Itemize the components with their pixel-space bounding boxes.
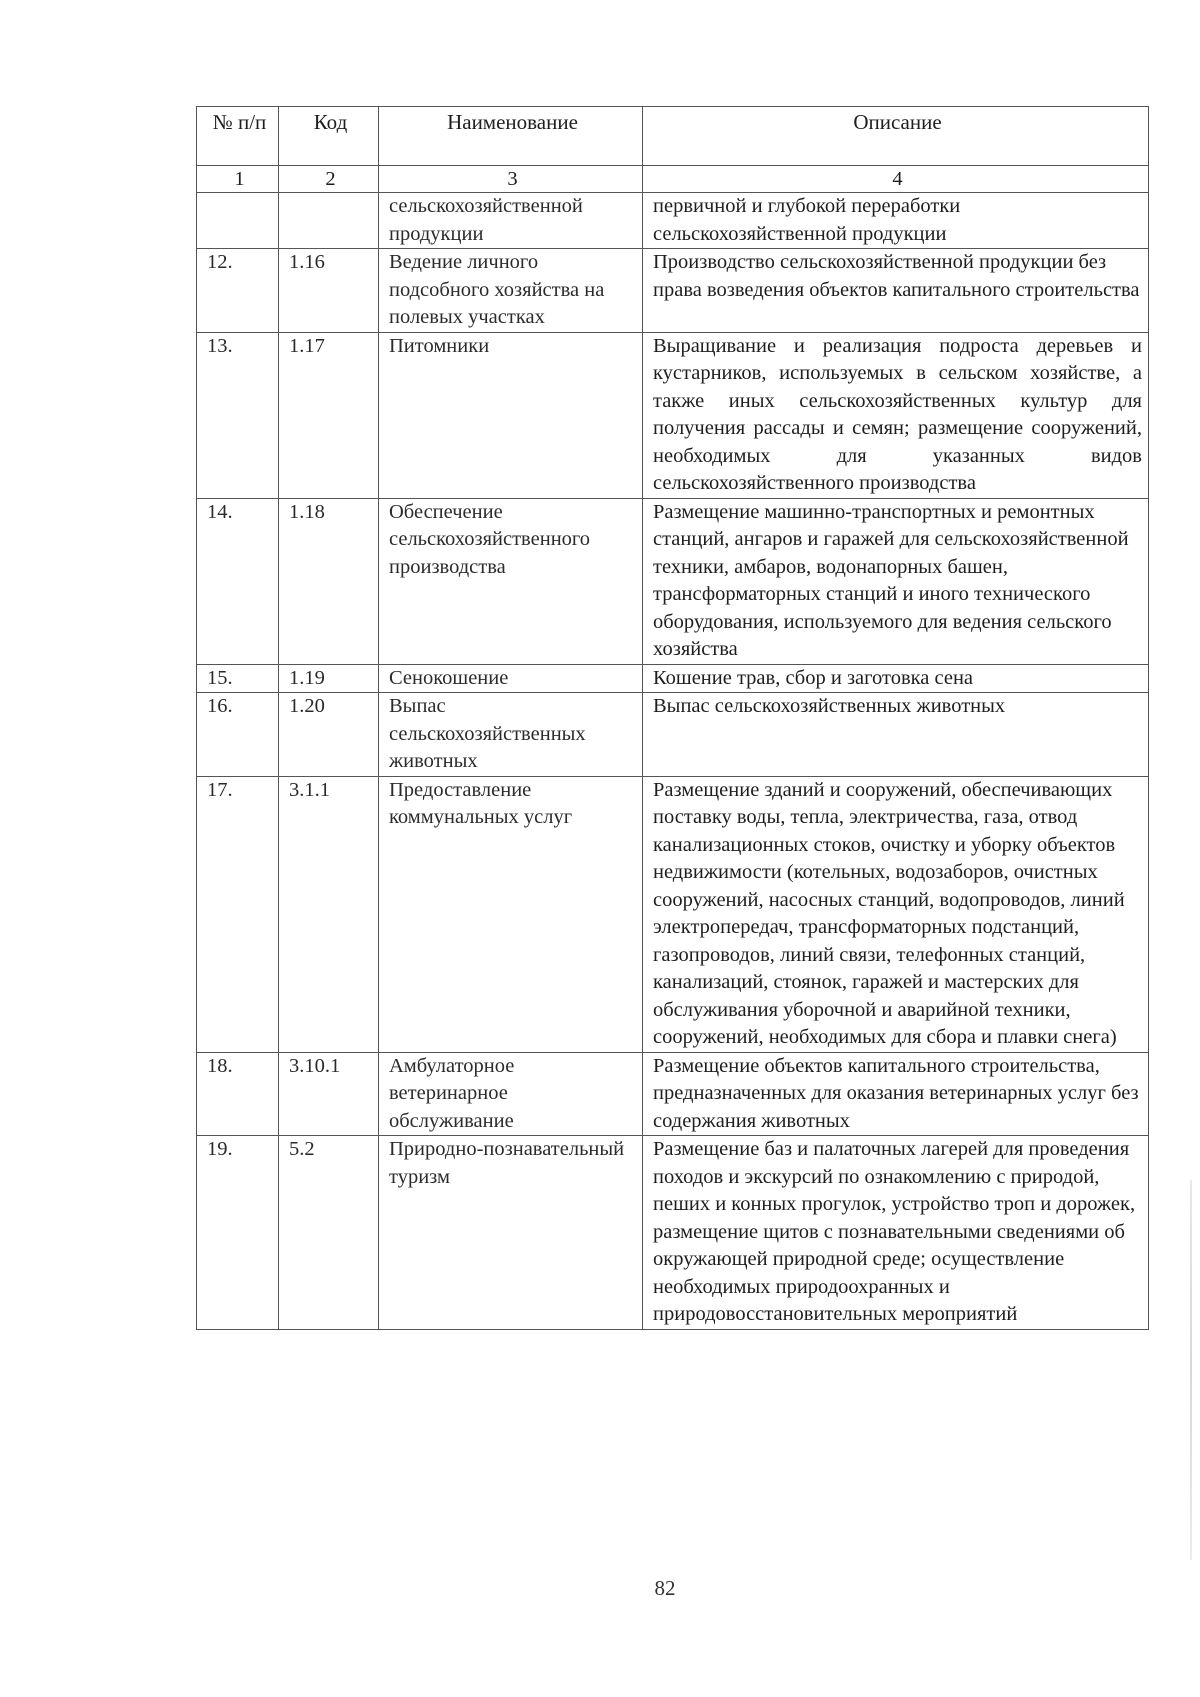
- header-description: Описание: [643, 107, 1149, 166]
- header-name: Наименование: [379, 107, 643, 166]
- row-code: 1.18: [279, 498, 379, 664]
- row-number: 18.: [197, 1052, 279, 1136]
- row-number: [197, 193, 279, 249]
- scan-edge-shadow: [1190, 1180, 1192, 1560]
- table-row: [197, 193, 1149, 249]
- column-number: 4: [643, 166, 1149, 193]
- row-name: Выпас сельскохозяйственных животных: [379, 693, 643, 777]
- row-code: 1.17: [279, 332, 379, 498]
- row-number: 14.: [197, 498, 279, 664]
- row-number: 17.: [197, 776, 279, 1052]
- row-number: 19.: [197, 1136, 279, 1330]
- table-row: [197, 1136, 1149, 1330]
- row-description: Размещение машинно-транспортных и ремонтных станций, ангаров и гаражей для сельскохозяйственной техники, амбаров, водонапорных башен, трансформаторных станций и иного технического оборудования, используемого для ведения сельского хозяйства: [643, 498, 1149, 664]
- row-description: Выпас сельскохозяйственных животных: [643, 693, 1149, 777]
- land-use-table: [196, 106, 1149, 1330]
- row-name: Ведение личного подсобного хозяйства на полевых участках: [379, 249, 643, 333]
- row-description: Кошение трав, сбор и заготовка сена: [643, 664, 1149, 693]
- column-number: 2: [279, 166, 379, 193]
- row-name: Амбулаторное ветеринарное обслуживание: [379, 1052, 643, 1136]
- row-description: Размещение зданий и сооружений, обеспечивающих поставку воды, тепла, электричества, газа, отвод канализационных стоков, очистку и уборку объектов недвижимости (котельных, водозаборов, очистных сооружений, насосных станций, водопроводов, линий электропередач, трансформаторных подстанций, газопроводов, линий связи, телефонных станций, канализаций, стоянок, гаражей и мастерских для обслуживания уборочной и аварийной техники, сооружений, необходимых для сбора и плавки снега): [643, 776, 1149, 1052]
- table-row: [197, 1052, 1149, 1136]
- row-number: 16.: [197, 693, 279, 777]
- table-row: [197, 664, 1149, 693]
- row-number: 12.: [197, 249, 279, 333]
- column-number-row: [197, 166, 1149, 193]
- header-code: Код: [279, 107, 379, 166]
- row-description: первичной и глубокой переработки сельскохозяйственной продукции: [643, 193, 1149, 249]
- table-row: [197, 498, 1149, 664]
- row-number: 15.: [197, 664, 279, 693]
- row-code: 1.19: [279, 664, 379, 693]
- row-description: Производство сельскохозяйственной продукции без права возведения объектов капитального строительства: [643, 249, 1149, 333]
- column-number: 1: [197, 166, 279, 193]
- row-name: Сенокошение: [379, 664, 643, 693]
- column-number: 3: [379, 166, 643, 193]
- table-row: [197, 249, 1149, 333]
- row-code: 5.2: [279, 1136, 379, 1330]
- row-name: сельскохозяйственной продукции: [379, 193, 643, 249]
- row-code: 1.20: [279, 693, 379, 777]
- row-name: Обеспечение сельскохозяйственного производства: [379, 498, 643, 664]
- row-name: Природно-познавательный туризм: [379, 1136, 643, 1330]
- header-num: № п/п: [197, 107, 279, 166]
- row-name: Питомники: [379, 332, 643, 498]
- row-number: 13.: [197, 332, 279, 498]
- table-row: [197, 776, 1149, 1052]
- table-row: [197, 693, 1149, 777]
- row-code: [279, 193, 379, 249]
- row-name: Предоставление коммунальных услуг: [379, 776, 643, 1052]
- table-row: [197, 332, 1149, 498]
- page-number: 82: [654, 1576, 676, 1600]
- row-description: Выращивание и реализация подроста деревьев и кустарников, используемых в сельском хозяйстве, а также иных сельскохозяйственных культур для получения рассады и семян; размещение сооружений, необходимых для указанных видов сельскохозяйственного производства: [643, 332, 1149, 498]
- row-code: 1.16: [279, 249, 379, 333]
- row-description: Размещение объектов капитального строительства, предназначенных для оказания ветеринарных услуг без содержания животных: [643, 1052, 1149, 1136]
- row-code: 3.1.1: [279, 776, 379, 1052]
- header-row: [197, 107, 1149, 166]
- row-description: Размещение баз и палаточных лагерей для проведения походов и экскурсий по ознакомлению с природой, пеших и конных прогулок, устройство троп и дорожек, размещение щитов с познавательными сведениями об окружающей природной среде; осуществление необходимых природоохранных и природовосстановительных мероприятий: [643, 1136, 1149, 1330]
- row-code: 3.10.1: [279, 1052, 379, 1136]
